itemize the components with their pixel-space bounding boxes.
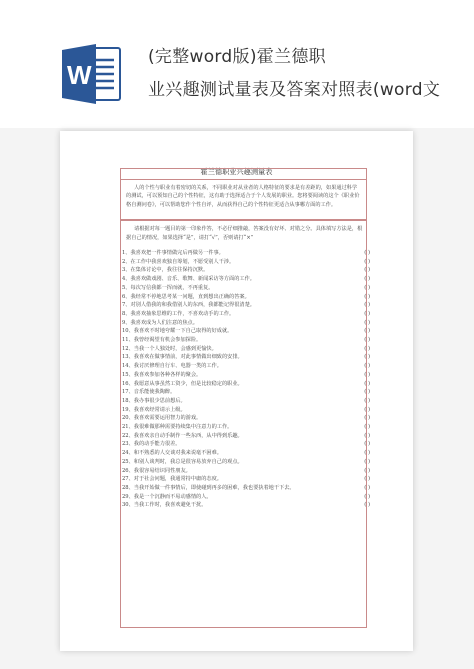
- page-heading: 霍兰德职业兴趣测量表: [200, 167, 273, 176]
- question-text: 13、我喜欢在做事情前，对此事情做出细致的安排。: [122, 354, 243, 361]
- answer-blank[interactable]: ( ): [364, 424, 370, 431]
- question-text: 30、当我工作时，我喜欢避免干扰。: [122, 502, 207, 509]
- question-text: 22、我喜欢亲自动手制作一些东西，从中得到乐趣。: [122, 432, 243, 439]
- question-item: [122, 388, 370, 397]
- answer-blank[interactable]: ( ): [364, 337, 370, 344]
- question-item: [122, 432, 370, 441]
- question-text: 6、我经常不停地思考某一问题，直到想出正确的答案。: [122, 293, 250, 300]
- question-item: [122, 484, 370, 493]
- answer-blank[interactable]: ( ): [364, 502, 370, 509]
- answer-blank[interactable]: ( ): [364, 467, 370, 474]
- question-item: [122, 406, 370, 415]
- answer-blank[interactable]: ( ): [364, 389, 370, 396]
- question-item: [122, 397, 370, 406]
- svg-text:W: W: [67, 60, 92, 90]
- question-text: 24、和不熟悉的人交谈对我来说毫不困难。: [122, 450, 222, 457]
- document-title-line-1: (完整word版)霍兰德职: [148, 47, 326, 67]
- question-text: 2、在工作中我喜欢独自筹划，不愿受别人干涉。: [122, 258, 235, 265]
- header: [0, 0, 474, 128]
- document-page[interactable]: [60, 131, 413, 651]
- question-text: 20、我喜欢需要运用智力的游戏。: [122, 415, 202, 422]
- answer-blank[interactable]: ( ): [364, 484, 370, 491]
- question-text: 5、每次写信我都一挥而就，不再重复。: [122, 284, 214, 291]
- answer-blank[interactable]: ( ): [364, 328, 370, 335]
- answer-blank[interactable]: ( ): [364, 458, 370, 465]
- question-item: [122, 501, 370, 510]
- question-item: [122, 449, 370, 458]
- question-item: [122, 458, 370, 467]
- question-text: 8、我喜欢抽象思维的工作，不喜欢动手的工作。: [122, 310, 235, 317]
- answer-blank[interactable]: ( ): [364, 354, 370, 361]
- question-text: 18、我办事很少思前想后。: [122, 397, 186, 404]
- answer-blank[interactable]: ( ): [364, 276, 370, 283]
- question-text: 3、在集体讨论中，我往往保持沉默。: [122, 267, 209, 274]
- question-text: 9、我喜欢成为人们注意的焦点。: [122, 319, 198, 326]
- question-item: [122, 362, 370, 371]
- question-item: [122, 440, 370, 449]
- question-item: [122, 475, 370, 484]
- question-text: 1、我喜欢把一件事情做完后再做另一件事。: [122, 250, 224, 256]
- question-text: 26、我很容易结识同性朋友。: [122, 467, 191, 474]
- question-text: 23、我的动手能力很差。: [122, 441, 181, 448]
- answer-blank[interactable]: ( ): [364, 258, 370, 265]
- question-text: 16、我愿意从事虽然工资少，但是比较稳定的职业。: [122, 380, 243, 387]
- document-title-line-2: 业兴趣测试量表及答案对照表(word文: [148, 80, 441, 100]
- question-list: [122, 249, 370, 510]
- answer-blank[interactable]: ( ): [364, 363, 370, 370]
- question-text: 10、我喜欢不时地夸耀一下自己取得的好成就。: [122, 328, 233, 335]
- question-item: [122, 336, 370, 345]
- question-text: 4、我喜欢做戏剧、音乐、歌舞、新闻采访等方面的工作。: [122, 276, 255, 283]
- table-rule: [120, 179, 367, 180]
- answer-blank[interactable]: ( ): [364, 250, 370, 256]
- table-rule: [120, 219, 121, 627]
- answer-blank[interactable]: ( ): [364, 345, 370, 352]
- question-item: [122, 423, 370, 432]
- table-rule: [120, 219, 367, 220]
- answer-blank[interactable]: ( ): [364, 319, 370, 326]
- answer-blank[interactable]: ( ): [364, 267, 370, 274]
- answer-blank[interactable]: ( ): [364, 302, 370, 309]
- question-item: [122, 319, 370, 328]
- question-item: [122, 284, 370, 293]
- instruction-paragraph: 请根据对每一题目的第一印象作答，不必仔细推敲，答案没有好坏、对错之分。具体填写方法是，根据自己的情况，如果选择“是”，请打“√”，否则请打“×”: [126, 226, 363, 241]
- answer-blank[interactable]: ( ): [364, 310, 370, 317]
- question-text: 19、我喜欢经常请示上级。: [122, 406, 186, 413]
- question-text: 27、对于社会问题，我通常持中庸的态度。: [122, 476, 222, 483]
- question-item: [122, 414, 370, 423]
- answer-blank[interactable]: ( ): [364, 397, 370, 404]
- question-item: [122, 327, 370, 336]
- question-item: [122, 258, 370, 267]
- question-text: 7、对别人借我的和我借别人的东西，我都能记得很清楚。: [122, 302, 255, 309]
- question-text: 15、我喜欢参加各种各样的聚会。: [122, 371, 202, 378]
- table-rule: [120, 627, 367, 628]
- question-item: [122, 493, 370, 502]
- question-item: [122, 249, 370, 258]
- answer-blank[interactable]: ( ): [364, 432, 370, 439]
- question-item: [122, 371, 370, 380]
- answer-blank[interactable]: ( ): [364, 493, 370, 500]
- question-text: 29、我是一个沉静而不易动感情的人。: [122, 493, 212, 500]
- question-item: [122, 380, 370, 389]
- question-text: 12、当我一个人独处时，会感到更愉快。: [122, 345, 217, 352]
- question-text: 21、我很难做那种需要持续集中注意力的工作。: [122, 424, 233, 431]
- question-item: [122, 310, 370, 319]
- answer-blank[interactable]: ( ): [364, 371, 370, 378]
- question-text: 11、我曾经渴望有机会参加探险。: [122, 337, 202, 344]
- answer-blank[interactable]: ( ): [364, 450, 370, 457]
- word-icon: [62, 42, 122, 106]
- question-text: 14、我讨厌修理自行车、电器一类的工作。: [122, 363, 222, 370]
- question-item: [122, 353, 370, 362]
- answer-blank[interactable]: ( ): [364, 284, 370, 291]
- question-item: [122, 345, 370, 354]
- question-text: 17、音乐能使我陶醉。: [122, 389, 176, 396]
- answer-blank[interactable]: ( ): [364, 441, 370, 448]
- answer-blank[interactable]: ( ): [364, 415, 370, 422]
- answer-blank[interactable]: ( ): [364, 476, 370, 483]
- question-item: [122, 293, 370, 302]
- intro-paragraph: 人的个性与职业有着密切的关系，不同职业对从业者的人格特征的要求是有差距的，如果通过科学的测试，可以预知自己的个性特征，这有助于选择适合于个人发展的职业。您将要阅读的这个《职业价格自测问卷》，可以帮助您作个性自评，从而获得自己的个性特征更适合从事哪方面的工作。: [126, 185, 360, 208]
- question-item: [122, 266, 370, 275]
- question-item: [122, 467, 370, 476]
- question-item: [122, 301, 370, 310]
- question-text: 28、当我开始做一件事情后，即使碰到再多的困难，我也要执着地干下去。: [122, 484, 295, 491]
- answer-blank[interactable]: ( ): [364, 406, 370, 413]
- question-item: [122, 275, 370, 284]
- answer-blank[interactable]: ( ): [364, 293, 370, 300]
- question-text: 25、和别人谈判时，我总是很容易放弃自己的观点。: [122, 458, 243, 465]
- answer-blank[interactable]: ( ): [364, 380, 370, 387]
